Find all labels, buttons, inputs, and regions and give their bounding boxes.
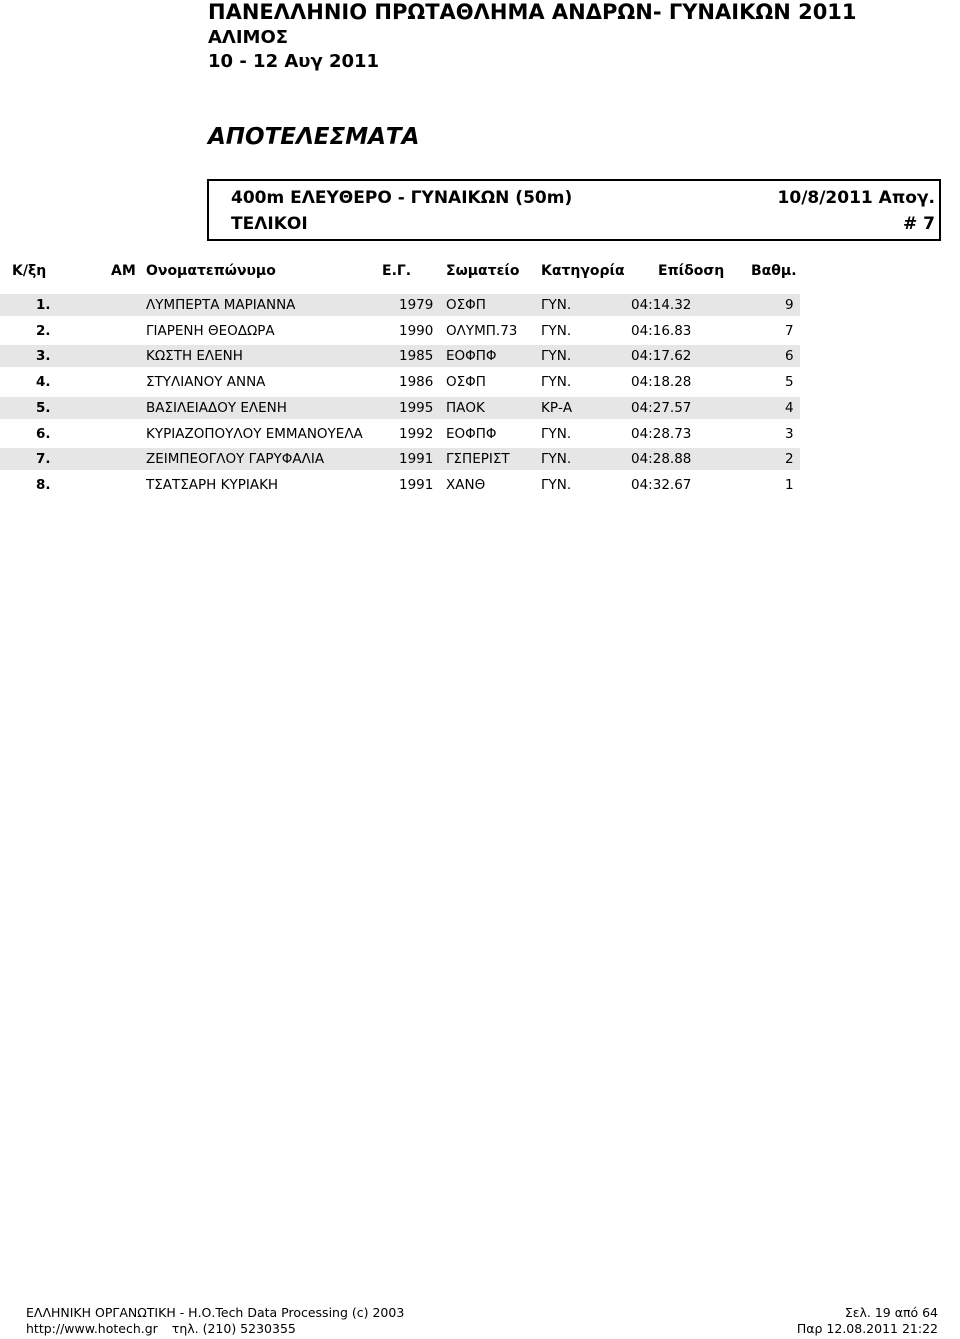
cell-points: 3 [785,425,794,442]
table-row [0,397,800,419]
cell-name: ΓΙΑΡΕΝΗ ΘΕΟΔΩΡΑ [146,322,275,339]
table-row [0,320,800,342]
cell-club: ΟΛΥΜΠ.73 [446,322,518,339]
cell-time: 04:28.73 [631,425,692,442]
cell-name: ΛΥΜΠΕΡΤΑ ΜΑΡΙΑΝΝΑ [146,297,296,313]
cell-rank: 4. [36,374,51,391]
cell-year: 1991 [399,476,434,493]
cell-rank: 6. [36,425,51,442]
cell-time: 04:18.28 [631,374,692,391]
cell-time: 04:14.32 [631,297,692,313]
event-name: 400m ΕΛΕΥΘΕΡΟ - ΓΥΝΑΙΚΩΝ (50m) [231,188,573,208]
footer-contact [26,1321,296,1336]
cell-club: ΟΣΦΠ [446,374,486,391]
cell-time: 04:16.83 [631,322,692,339]
cell-club: ΕΟΦΠΦ [446,425,497,442]
table-row [0,345,800,367]
table-row [0,423,800,445]
cell-points: 1 [785,476,794,493]
cell-club: ΧΑΝΘ [446,476,486,493]
footer-page: Σελ. 19 από 64 [844,1305,938,1320]
venue: ΑΛΙΜΟΣ [208,27,289,48]
cell-category: ΓΥΝ. [541,322,572,339]
cell-time: 04:27.57 [631,399,692,416]
cell-name: ΖΕΙΜΠΕΟΓΛΟΥ ΓΑΡΥΦΑΛΙΑ [146,451,325,468]
col-id: ΑΜ [111,263,136,279]
cell-club: ΓΣΠΕΡΙΣΤ [446,451,510,468]
event-box [207,179,941,241]
cell-time: 04:28.88 [631,451,692,468]
cell-category: ΓΥΝ. [541,374,572,391]
cell-category: ΓΥΝ. [541,297,572,313]
cell-year: 1986 [399,374,434,391]
cell-year: 1990 [399,322,434,339]
cell-year: 1992 [399,425,434,442]
event-dates: 10 - 12 Αυγ 2011 [208,51,380,72]
cell-year: 1991 [399,451,434,468]
event-date: 10/8/2011 Απογ. [777,188,935,208]
cell-club: ΕΟΦΠΦ [446,348,497,365]
cell-category: ΚΡ-Α [541,399,573,416]
cell-club: ΠΑΟΚ [446,399,485,416]
cell-rank: 8. [36,476,51,493]
cell-points: 4 [785,399,794,416]
cell-time: 04:32.67 [631,476,692,493]
col-club: Σωματείο [446,263,520,279]
cell-name: ΒΑΣΙΛΕΙΑΔΟΥ ΕΛΕΝΗ [146,399,287,416]
cell-points: 6 [785,348,794,365]
cell-rank: 3. [36,348,51,365]
table-row [0,474,800,496]
cell-rank: 1. [36,297,51,313]
cell-year: 1985 [399,348,434,365]
cell-points: 7 [785,322,794,339]
cell-name: ΚΩΣΤΗ ΕΛΕΝΗ [146,348,243,365]
column-headers [0,263,960,283]
cell-name: ΣΤΥΛΙΑΝΟΥ ΑΝΝΑ [146,374,266,391]
cell-category: ΓΥΝ. [541,451,572,468]
cell-rank: 5. [36,399,51,416]
cell-rank: 7. [36,451,51,468]
event-number: # 7 [903,214,935,234]
footer-org: ΕΛΛΗΝΙΚΗ ΟΡΓΑΝΩΤΙΚΗ - Η.Ο.Tech Data Processing (c) 2003 [26,1305,405,1320]
event-round: ΤΕΛΙΚΟΙ [231,214,308,234]
cell-year: 1979 [399,297,434,313]
col-points: Βαθμ. [751,263,797,279]
cell-rank: 2. [36,322,51,339]
cell-name: ΤΣΑΤΣΑΡΗ ΚΥΡΙΑΚΗ [146,476,279,493]
footer-url[interactable]: http://www.hotech.gr [26,1321,158,1336]
col-year: Ε.Γ. [382,263,412,279]
cell-club: ΟΣΦΠ [446,297,486,313]
cell-points: 9 [785,297,794,313]
footer-printed: Παρ 12.08.2011 21:22 [796,1321,938,1336]
col-rank: Κ/ξη [12,263,47,279]
cell-year: 1995 [399,399,434,416]
cell-time: 04:17.62 [631,348,692,365]
footer-phone: τηλ. (210) 5230355 [171,1321,296,1336]
col-time: Επίδοση [658,263,725,279]
table-row [0,448,800,470]
table-row [0,294,800,316]
results-heading: ΑΠΟΤΕΛΕΣΜΑΤΑ [208,124,420,150]
col-name: Ονοματεπώνυμο [146,263,276,279]
cell-name: ΚΥΡΙΑΖΟΠΟΥΛΟΥ ΕΜΜΑΝΟΥΕΛΑ [146,425,363,442]
cell-category: ΓΥΝ. [541,476,572,493]
cell-category: ΓΥΝ. [541,348,572,365]
cell-category: ΓΥΝ. [541,425,572,442]
championship-title: ΠΑΝΕΛΛΗΝΙΟ ΠΡΩΤΑΘΛΗΜΑ ΑΝΔΡΩΝ- ΓΥΝΑΙΚΩΝ 2011 [208,0,857,24]
table-row [0,371,800,393]
cell-points: 2 [785,451,794,468]
cell-points: 5 [785,374,794,391]
col-category: Κατηγορία [541,263,625,279]
